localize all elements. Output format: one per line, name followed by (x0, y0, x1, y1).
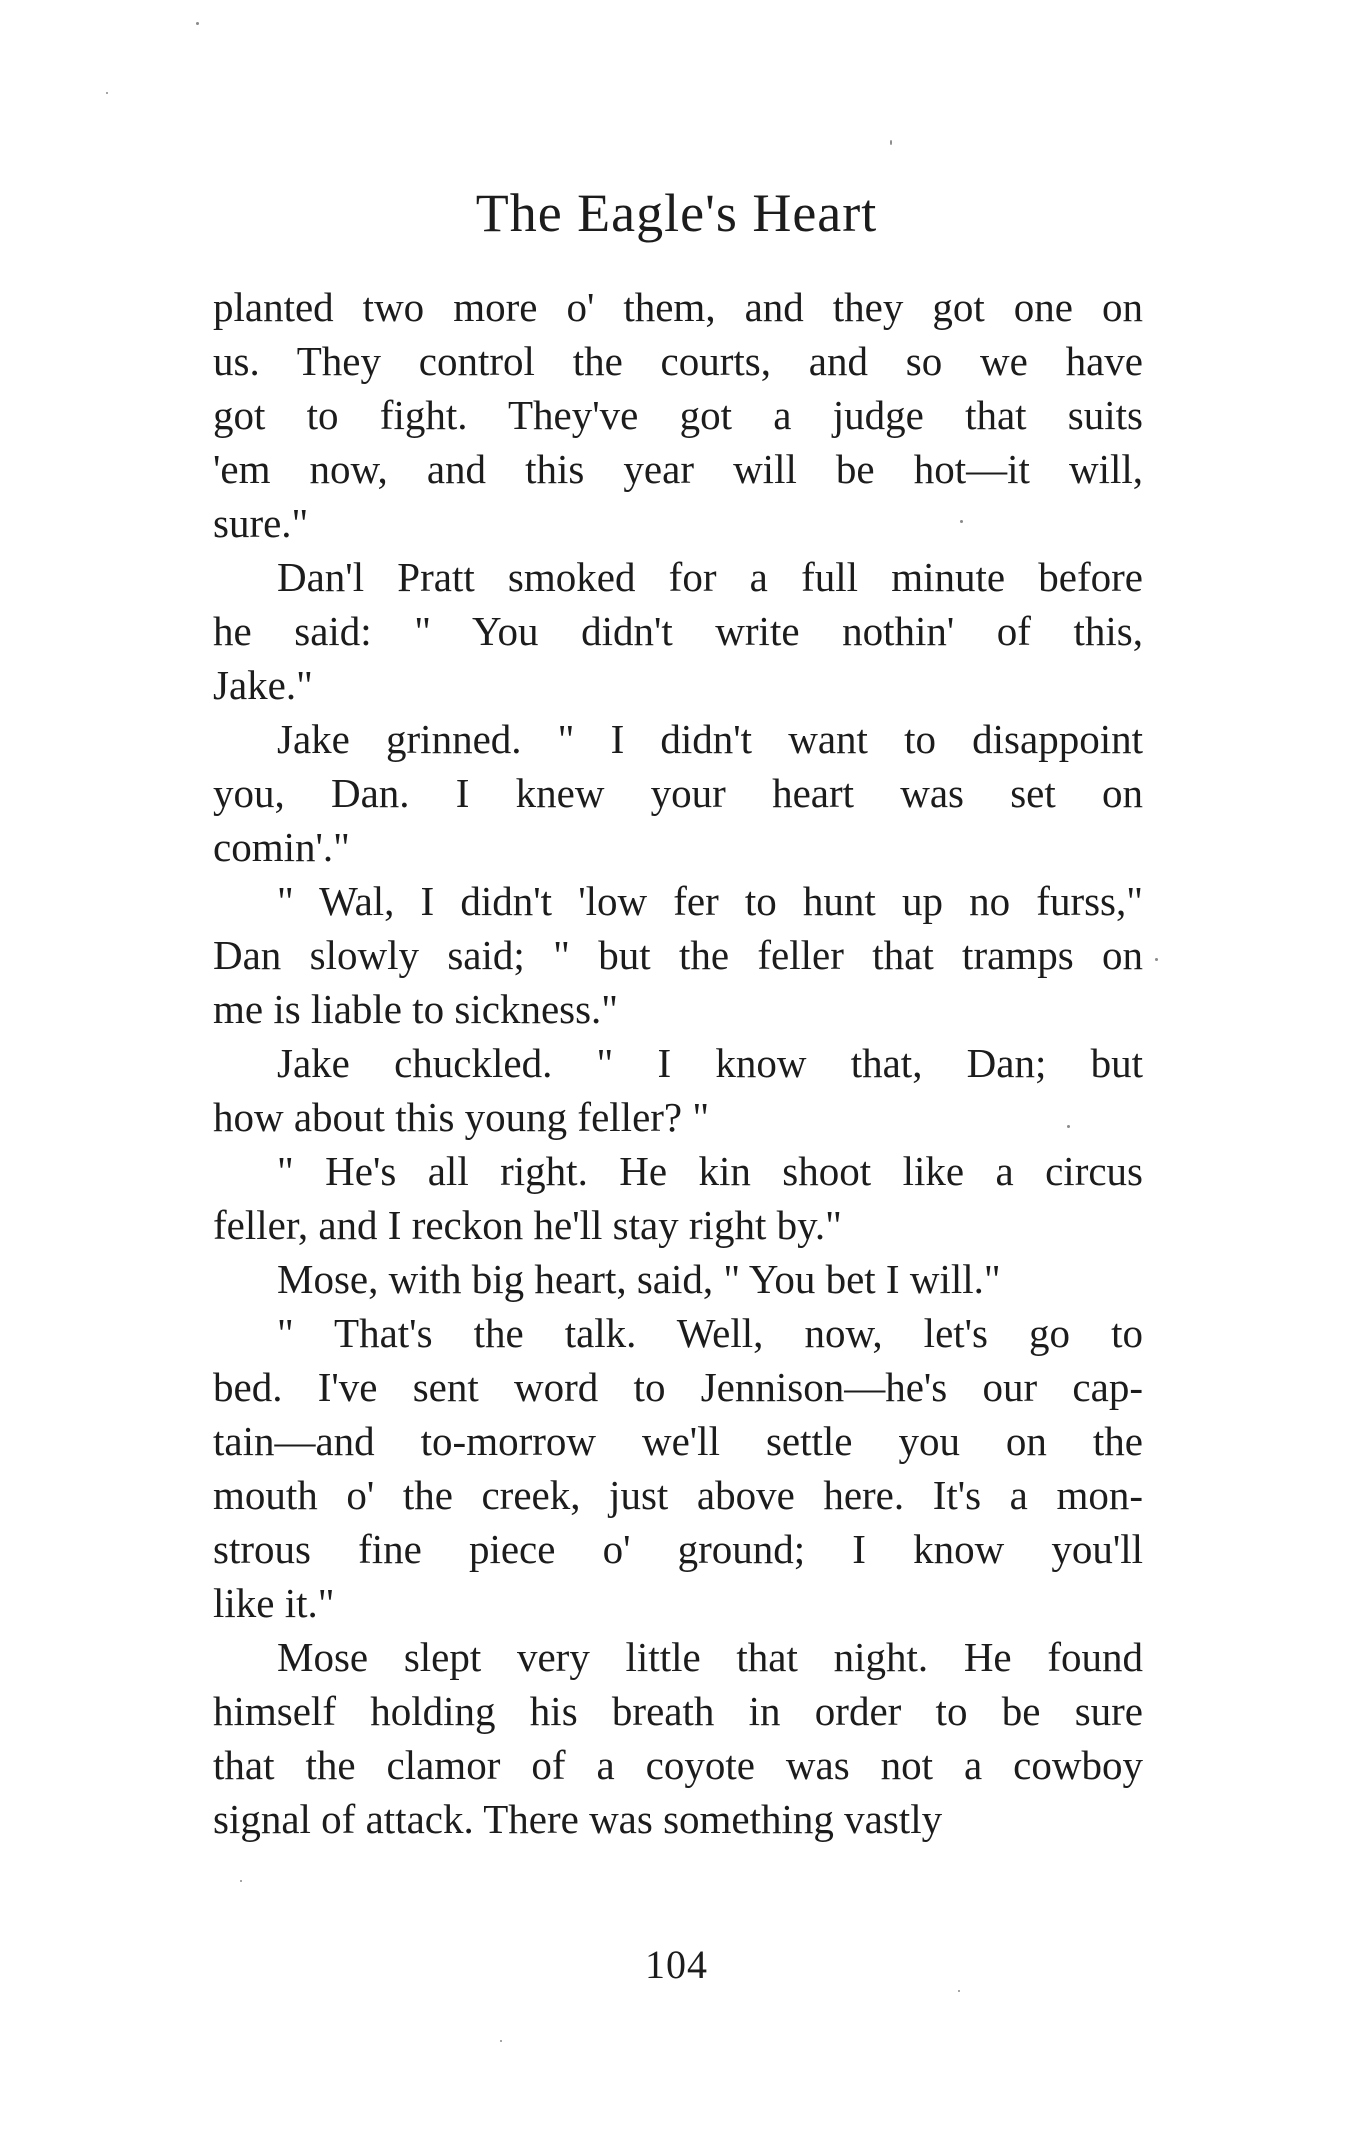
text-line: us. They control the courts, and so we have (213, 338, 1143, 384)
text-line: tain—and to-morrow we'll settle you on the (213, 1418, 1143, 1464)
paragraph (213, 280, 1143, 550)
text-line: comin'." (213, 824, 350, 870)
text-line: signal of attack. There was something vastly (213, 1796, 943, 1842)
scan-speck (196, 22, 199, 25)
paragraph (213, 1630, 1143, 1846)
paragraph (213, 874, 1143, 1036)
paragraph (213, 1144, 1143, 1252)
text-line: you, Dan. I knew your heart was set on (213, 770, 1143, 816)
text-line: Mose, with big heart, said, " You bet I will." (277, 1256, 1001, 1302)
text-line: Dan slowly said; " but the feller that tramps on (213, 932, 1143, 978)
paragraph (213, 1036, 1143, 1144)
body-text (213, 280, 1143, 1846)
text-line: mouth o' the creek, just above here. It's a mon- (213, 1472, 1143, 1518)
text-line: Jake grinned. " I didn't want to disappoint (277, 716, 1143, 762)
text-line: " He's all right. He kin shoot like a circus (277, 1148, 1143, 1194)
paragraph (213, 1306, 1143, 1630)
text-line: planted two more o' them, and they got one on (213, 284, 1143, 330)
scan-speck (1155, 958, 1158, 961)
text-line: 'em now, and this year will be hot—it will, (213, 446, 1143, 492)
scan-speck (958, 1990, 960, 1992)
text-line: Dan'l Pratt smoked for a full minute before (277, 554, 1143, 600)
paragraph (213, 550, 1143, 712)
text-line: Jake." (213, 662, 313, 708)
text-line: strous fine piece o' ground; I know you'll (213, 1526, 1143, 1572)
text-line: Jake chuckled. " I know that, Dan; but (277, 1040, 1143, 1086)
scan-speck (960, 520, 963, 523)
text-line: bed. I've sent word to Jennison—he's our cap- (213, 1364, 1143, 1410)
text-line: " Wal, I didn't 'low fer to hunt up no furss," (277, 878, 1143, 924)
text-line: Mose slept very little that night. He found (277, 1634, 1143, 1680)
text-line: how about this young feller? " (213, 1094, 710, 1140)
text-line: that the clamor of a coyote was not a cowboy (213, 1742, 1143, 1788)
paragraph (213, 1252, 1143, 1306)
running-head: The Eagle's Heart (475, 183, 878, 243)
scan-speck (1067, 1125, 1070, 1128)
text-line: got to fight. They've got a judge that suits (213, 392, 1143, 438)
scan-speck (500, 2040, 502, 2042)
text-line: he said: " You didn't write nothin' of this, (213, 608, 1143, 654)
text-line: me is liable to sickness." (213, 986, 619, 1032)
text-line: feller, and I reckon he'll stay right by." (213, 1202, 842, 1248)
text-line: " That's the talk. Well, now, let's go to (277, 1310, 1143, 1356)
paragraph (213, 712, 1143, 874)
scan-speck (106, 92, 108, 94)
text-line: like it." (213, 1580, 335, 1626)
text-line: sure." (213, 500, 309, 546)
page-number: 104 (645, 1942, 708, 1987)
scan-speck (240, 1880, 242, 1882)
scan-speck (890, 140, 892, 145)
text-line: himself holding his breath in order to be sure (213, 1688, 1143, 1734)
